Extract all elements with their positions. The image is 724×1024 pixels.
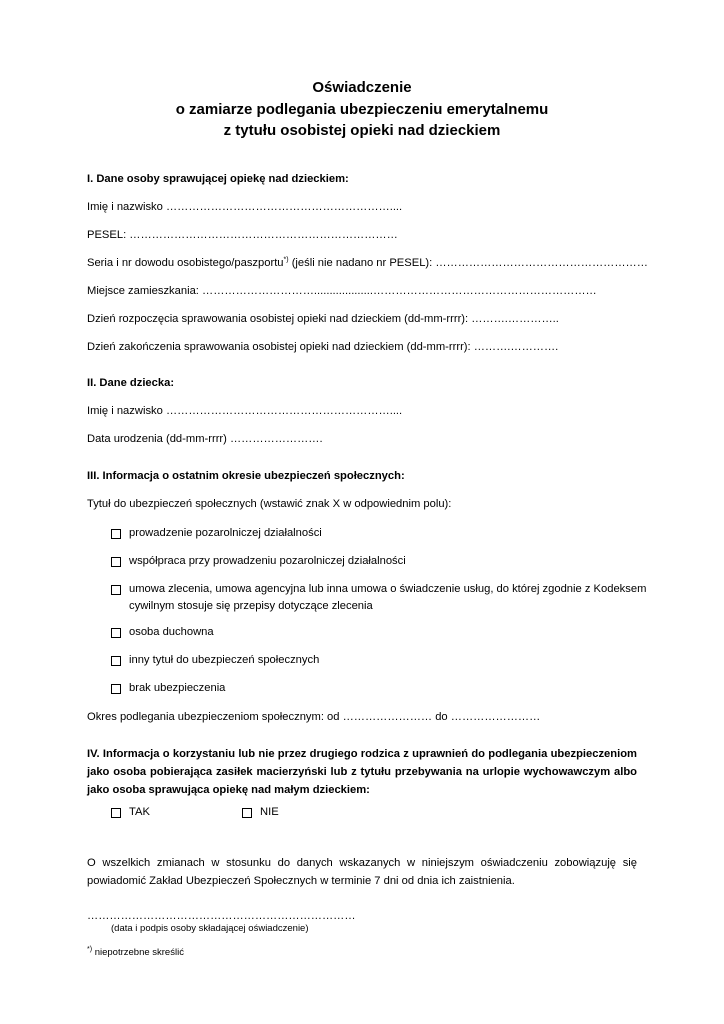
- document-title-line-2: o zamiarze podlegania ubezpieczeniu emerytalnemu: [175, 101, 549, 118]
- insurance-period-field: Okres podlegania ubezpieczeniom społecznym: od …………………… do ……………………: [87, 711, 541, 723]
- insurance-option-label: umowa zlecenia, umowa agencyjna lub inna umowa o świadczenie usług, do której zgodnie z Kodeksem: [129, 583, 647, 595]
- care-end-date-field: Dzień zakończenia sprawowania osobistej opieki nad dzieckiem (dd-mm-rrrr): ……….………….: [87, 341, 559, 353]
- footnote: [87, 947, 184, 958]
- checkbox-icon[interactable]: [111, 628, 121, 638]
- section2-heading: II. Dane dziecka:: [87, 377, 175, 389]
- signature-line: ………………………………………………………………: [87, 910, 356, 922]
- yes-checkbox-icon[interactable]: [111, 808, 121, 818]
- signature-caption: (data i podpis osoby składającej oświadczenie): [111, 923, 309, 934]
- document-title-line-3: z tytułu osobistej opieki nad dzieckiem: [223, 122, 501, 139]
- insurance-option-label: prowadzenie pozarolniczej działalności: [129, 527, 322, 539]
- insurance-title-intro: Tytuł do ubezpieczeń społecznych (wstawić znak X w odpowiednim polu):: [87, 498, 452, 510]
- section1-heading: I. Dane osoby sprawującej opiekę nad dzieckiem:: [87, 173, 349, 185]
- insurance-option-label: brak ubezpieczenia: [129, 682, 226, 694]
- footnote-mark: *): [87, 945, 93, 953]
- footnote-text: niepotrzebne skreślić: [92, 947, 184, 958]
- no-checkbox-icon[interactable]: [242, 808, 252, 818]
- id-suffix: (jeśli nie nadano nr PESEL): …………………………………………………: [288, 257, 648, 269]
- checkbox-icon[interactable]: [111, 656, 121, 666]
- document-title-line-1: Oświadczenie: [312, 79, 412, 96]
- child-birthdate-field: Data urodzenia (dd-mm-rrrr) …………………….: [87, 433, 323, 445]
- caregiver-pesel-field: PESEL: ………………………………………………………………: [87, 229, 398, 241]
- change-notice-paragraph: O wszelkich zmianach w stosunku do danych wskazanych w niniejszym oświadczeniu zobowiązuję się powiadomić Zakład Ubezpieczeń Społecznych w terminie 7 dni od dnia ich zaistnienia.: [87, 857, 637, 887]
- caregiver-id-field: [87, 257, 648, 269]
- section3-heading: III. Informacja o ostatnim okresie ubezpieczeń społecznych:: [87, 470, 405, 482]
- checkbox-icon[interactable]: [111, 684, 121, 694]
- insurance-option-label: współpraca przy prowadzeniu pozarolniczej działalności: [129, 555, 406, 567]
- checkbox-icon[interactable]: [111, 585, 121, 595]
- section4-heading: IV. Informacja o korzystaniu lub nie przez drugiego rodzica z uprawnień do podlegania ubezpieczeniom jako osoba pobierająca zasiłek macierzyński lub z tytułu przebywania na urlopie wychowawczym albo jako osoba sprawująca opiekę nad małym dzieckiem:: [87, 748, 637, 796]
- insurance-option-label-cont: cywilnym stosuje się przepisy dotyczące zlecenia: [129, 600, 373, 612]
- care-start-date-field: Dzień rozpoczęcia sprawowania osobistej opieki nad dzieckiem (dd-mm-rrrr): ……….…………..: [87, 313, 559, 325]
- id-label: Seria i nr dowodu osobistego/paszportu: [87, 257, 284, 269]
- insurance-option-label: osoba duchowna: [129, 626, 214, 638]
- no-label: NIE: [260, 806, 279, 818]
- footnote-marker: *): [283, 256, 289, 264]
- insurance-option-label: inny tytuł do ubezpieczeń społecznych: [129, 654, 320, 666]
- caregiver-address-field: Miejsce zamieszkania: …………………………...................……………………………………………………: [87, 285, 597, 297]
- yes-label: TAK: [129, 806, 150, 818]
- checkbox-icon[interactable]: [111, 557, 121, 567]
- checkbox-icon[interactable]: [111, 529, 121, 539]
- child-name-field: Imię i nazwisko ……………………………………………………....: [87, 405, 403, 417]
- caregiver-name-field: Imię i nazwisko ……………………………………………………....: [87, 201, 403, 213]
